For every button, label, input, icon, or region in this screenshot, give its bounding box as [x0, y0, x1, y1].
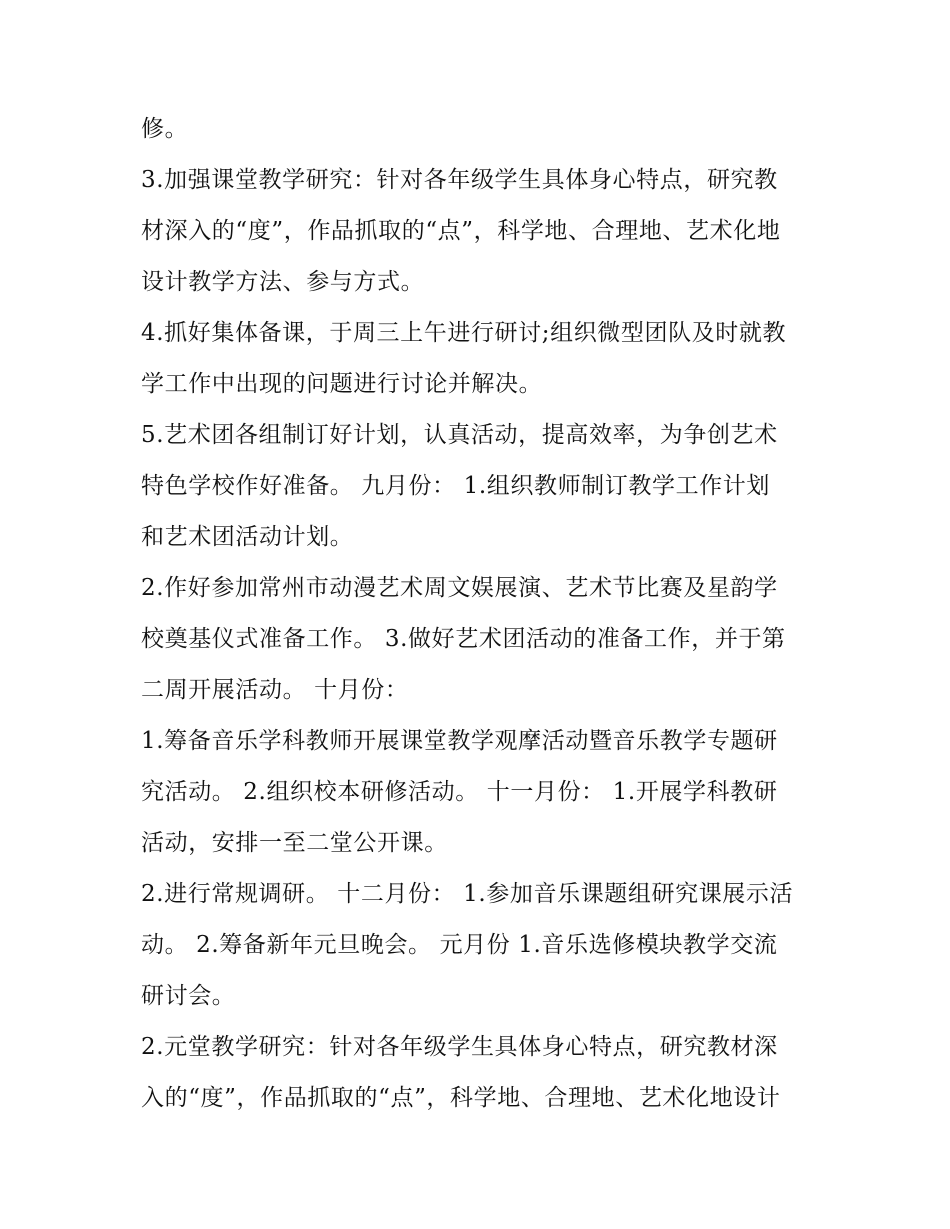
text-line-6: 学工作中出现的问题进行讨论并解决。 [141, 371, 543, 397]
text-line-10: 2.作好参加常州市动漫艺术周文娱展演、艺术节比赛及星韵学 [141, 575, 778, 601]
text-line-12: 二周开展活动。 十月份： [141, 677, 409, 703]
text-line-8: 特色学校作好准备。 九月份： 1.组织教师制订教学工作计划 [141, 473, 770, 499]
text-line-15: 活动，安排一至二堂公开课。 [141, 830, 448, 856]
text-line-20: 入的“度”，作品抓取的“点”，科学地、合理地、艺术化地设计 [141, 1085, 781, 1111]
text-line-3: 材深入的“度”，作品抓取的“点”，科学地、合理地、艺术化地 [141, 218, 781, 244]
text-line-4: 设计教学方法、参与方式。 [141, 269, 425, 295]
text-line-2: 3.加强课堂教学研究：针对各年级学生具体身心特点，研究教 [141, 167, 778, 193]
text-line-11: 校奠基仪式准备工作。 3.做好艺术团活动的准备工作，并于第 [141, 626, 786, 652]
text-line-18: 研讨会。 [141, 983, 236, 1009]
text-line-1: 修。 [141, 116, 189, 142]
text-line-19: 2.元堂教学研究：针对各年级学生具体身心特点，研究教材深 [141, 1034, 778, 1060]
body-text [141, 104, 821, 1124]
text-line-13: 1.筹备音乐学科教师开展课堂教学观摩活动暨音乐教学专题研 [141, 728, 778, 754]
text-line-7: 5.艺术团各组制订好计划，认真活动，提高效率，为争创艺术 [141, 422, 778, 448]
text-line-5: 4.抓好集体备课，于周三上午进行研讨;组织微型团队及时就教 [141, 320, 787, 346]
text-line-9: 和艺术团活动计划。 [141, 524, 354, 550]
text-line-16: 2.进行常规调研。 十二月份： 1.参加音乐课题组研究课展示活 [141, 881, 794, 907]
text-line-17: 动。 2.筹备新年元旦晚会。 元月份 1.音乐选修模块教学交流 [141, 932, 778, 958]
text-line-14: 究活动。 2.组织校本研修活动。 十一月份： 1.开展学科教研 [141, 779, 778, 805]
